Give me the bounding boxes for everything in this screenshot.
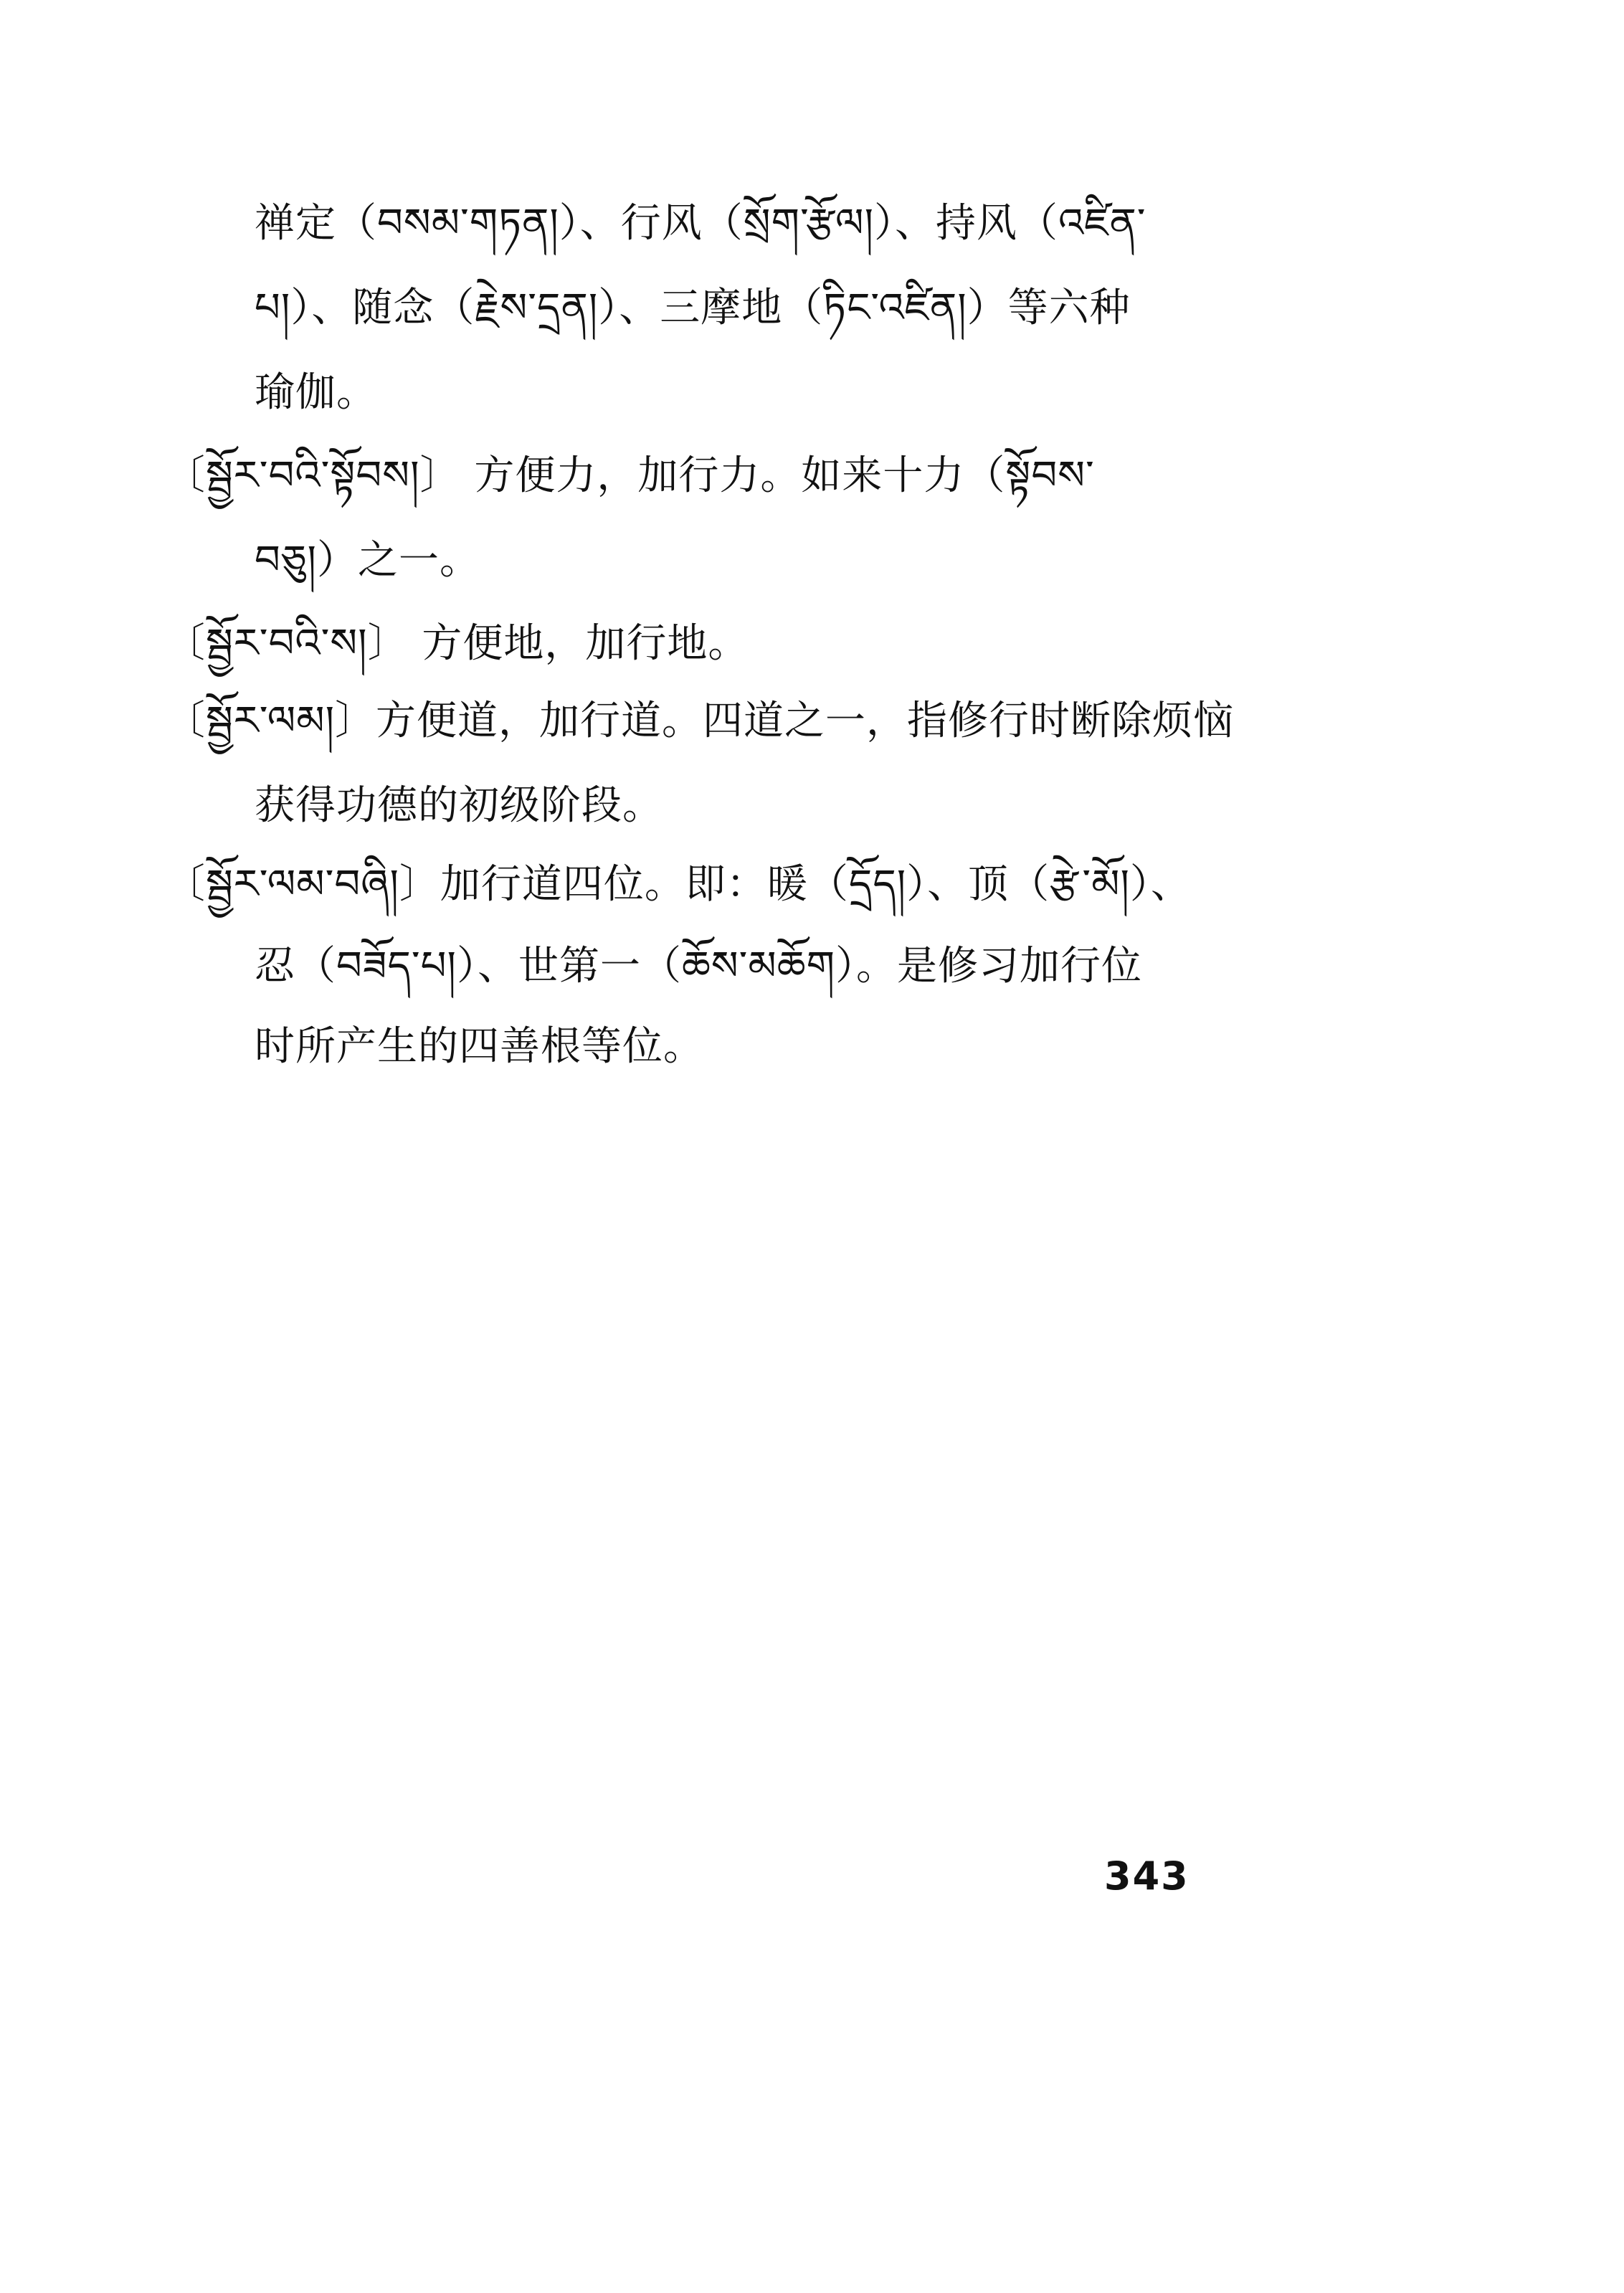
- entry-line: 瑜伽。: [255, 369, 377, 416]
- entry-headword-line: 〔སྦྱོར་ལམ།〕方便道，加行道。四道之一，指修行时断除烦恼: [165, 698, 1235, 744]
- entry-line: 禅定（བསམ་གཏན།）、行风（སྲོག་རྩོལ།）、持风（འཛིན་: [255, 200, 1146, 247]
- page-number: 343: [1104, 1853, 1189, 1899]
- entry-headword-line: 〔སྦྱོར་ལམ་བཞི།〕加行道四位。即：暖（དྲོད།）、顶（རྩེ་མོ།）、: [165, 861, 1192, 908]
- entry-headword-line: 〔སྦྱོར་བའི་སྟོབས།〕 方便力，加行力。如来十力（སྟོབས་: [165, 452, 1095, 499]
- entry-headword-line: 〔སྦྱོར་བའི་ས།〕 方便地，加行地。: [165, 620, 749, 667]
- entry-line: 时所产生的四善根等位。: [255, 1023, 704, 1070]
- entry-line: 获得功德的初级阶段。: [255, 782, 663, 829]
- entry-line: 忍（བཟོད་པ།）、世第一（ཆོས་མཆོག）。是修习加行位: [255, 943, 1142, 989]
- entry-line: བཅུ།）之一。: [255, 537, 480, 584]
- entry-line: པ།）、随念（རྗེས་དྲན།）、三摩地（ཏིང་འཛིན།）等六种: [255, 285, 1131, 331]
